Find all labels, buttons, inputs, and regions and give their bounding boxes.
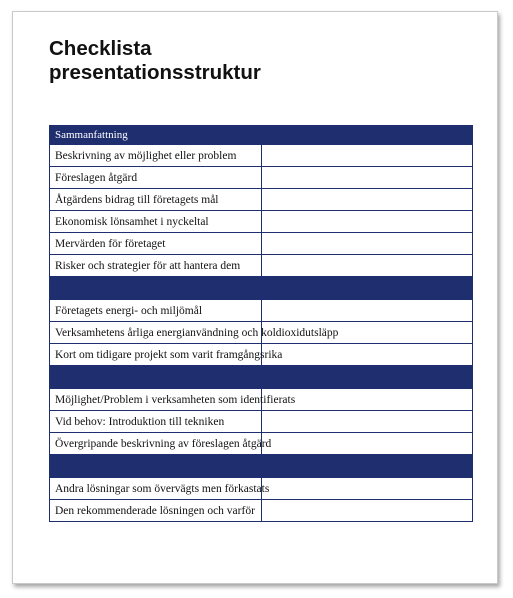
checklist-row bbox=[50, 500, 473, 522]
checklist-row bbox=[50, 233, 473, 255]
item-label: Åtgärdens bidrag till företagets mål bbox=[50, 189, 262, 211]
item-label: Övergripande beskrivning av föreslagen åtgärd bbox=[50, 433, 262, 455]
checkbox-cell[interactable] bbox=[261, 344, 473, 366]
item-label: Risker och strategier för att hantera dem bbox=[50, 255, 262, 277]
document-page bbox=[12, 11, 498, 584]
item-label: Kort om tidigare projekt som varit framgångsrika bbox=[50, 344, 262, 366]
checkbox-cell[interactable] bbox=[261, 189, 473, 211]
checklist-row bbox=[50, 322, 473, 344]
page-title bbox=[49, 37, 261, 85]
section-header: Sammanfattning bbox=[50, 126, 473, 145]
item-label: Ekonomisk lönsamhet i nyckeltal bbox=[50, 211, 262, 233]
checklist-table bbox=[49, 125, 473, 522]
item-label: Företagets energi- och miljömål bbox=[50, 300, 262, 322]
checkbox-cell[interactable] bbox=[261, 255, 473, 277]
item-label: Den rekommenderade lösningen och varför bbox=[50, 500, 262, 522]
checkbox-cell[interactable] bbox=[261, 167, 473, 189]
section-divider-cell bbox=[50, 455, 473, 478]
section-divider bbox=[50, 277, 473, 300]
title-line-2: presentationsstruktur bbox=[49, 61, 261, 84]
checklist-row bbox=[50, 211, 473, 233]
title-line-1: Checklista bbox=[49, 37, 152, 60]
item-label: Andra lösningar som övervägts men förkastats bbox=[50, 478, 262, 500]
item-label: Beskrivning av möjlighet eller problem bbox=[50, 145, 262, 167]
item-label: Vid behov: Introduktion till tekniken bbox=[50, 411, 262, 433]
checklist-row bbox=[50, 478, 473, 500]
checklist-row bbox=[50, 167, 473, 189]
section-divider bbox=[50, 455, 473, 478]
checklist-row bbox=[50, 255, 473, 277]
checkbox-cell[interactable] bbox=[261, 433, 473, 455]
header-row bbox=[50, 126, 473, 145]
checklist-row bbox=[50, 389, 473, 411]
checklist-row bbox=[50, 344, 473, 366]
checkbox-cell[interactable] bbox=[261, 500, 473, 522]
checklist-row bbox=[50, 300, 473, 322]
item-label: Verksamhetens årliga energianvändning och koldioxidutsläpp bbox=[50, 322, 262, 344]
checkbox-cell[interactable] bbox=[261, 233, 473, 255]
checklist-row bbox=[50, 433, 473, 455]
checkbox-cell[interactable] bbox=[261, 211, 473, 233]
item-label: Möjlighet/Problem i verksamheten som identifierats bbox=[50, 389, 262, 411]
checklist-row bbox=[50, 189, 473, 211]
checkbox-cell[interactable] bbox=[261, 478, 473, 500]
section-divider bbox=[50, 366, 473, 389]
checkbox-cell[interactable] bbox=[261, 411, 473, 433]
section-divider-cell bbox=[50, 366, 473, 389]
checkbox-cell[interactable] bbox=[261, 145, 473, 167]
item-label: Föreslagen åtgärd bbox=[50, 167, 262, 189]
checklist-row bbox=[50, 411, 473, 433]
item-label: Mervärden för företaget bbox=[50, 233, 262, 255]
checklist-row bbox=[50, 145, 473, 167]
checkbox-cell[interactable] bbox=[261, 300, 473, 322]
section-divider-cell bbox=[50, 277, 473, 300]
